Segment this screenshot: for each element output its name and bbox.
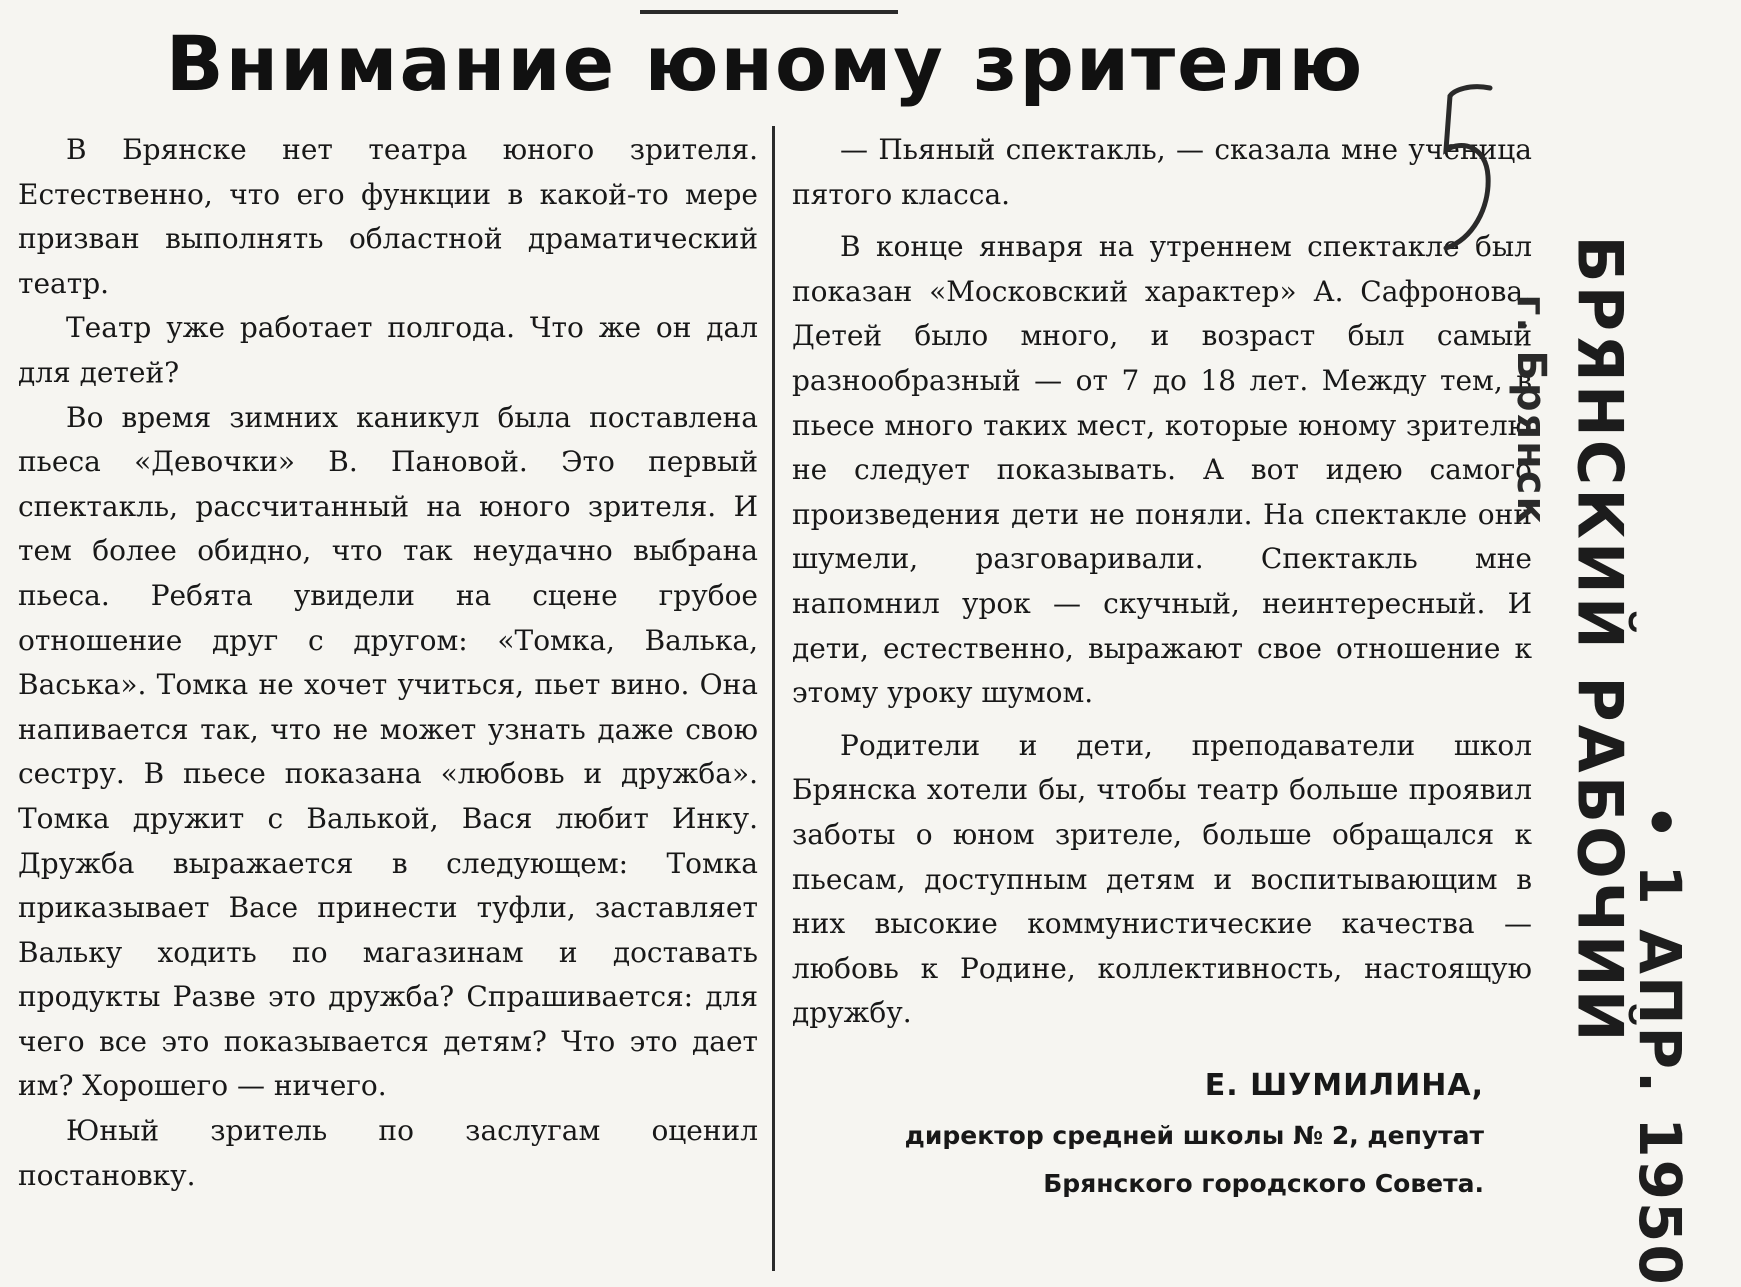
stamp-newspaper-title: БРЯНСКИЙ РАБОЧИЙ bbox=[1563, 235, 1637, 1045]
stamp-city: г. Брянск bbox=[1508, 294, 1554, 526]
author-name: Е. ШУМИЛИНА, bbox=[1204, 1067, 1484, 1103]
right-column bbox=[792, 128, 1532, 1208]
paragraph: В конце января на утреннем спектакле был показан «Московский характер» А. Сафронова. Детей было много, и возраст был самый разнообразный — от 7 до 18 лет. Между тем, в пьесе много таких мест, которые юному зрителю не следует показывать. А вот идею самого произведения дети не поняли. На спектакле они шумели, разговаривали. Спектакль мне напомнил урок — скучный, неинтересный. И дети, естественно, выражают свое отношение к этому уроку шумом. bbox=[792, 230, 1532, 710]
paragraph-gap bbox=[792, 716, 1532, 724]
paragraph-gap bbox=[792, 217, 1532, 225]
paragraph: Родители и дети, преподаватели школ Брянска хотели бы, чтобы театр больше проявил заботы о юном зрителе, больше обращался к пьесам, доступным детям и воспитывающим в них высокие коммунистические качества — любовь к Родине, коллективность, настоящую дружбу. bbox=[792, 728, 1532, 1030]
paragraph: Театр уже работает полгода. Что же он дал для детей? bbox=[18, 311, 758, 389]
column-divider bbox=[772, 126, 775, 1271]
article-headline: Внимание юному зрителю bbox=[165, 19, 1365, 108]
paragraph: Юный зритель по заслугам оценил постановку. bbox=[18, 1114, 758, 1192]
author-title bbox=[792, 1112, 1532, 1208]
top-rule bbox=[640, 10, 898, 14]
author-title-line: директор средней школы № 2, депутат bbox=[904, 1121, 1484, 1151]
paragraph: — Пьяный спектакль, — сказала мне ученица пятого класса. bbox=[792, 133, 1532, 211]
paragraph: В Брянске нет театра юного зрителя. Естественно, что его функции в какой-то мере призван выполнять областной драматический театр. bbox=[18, 133, 758, 300]
paragraph: Во время зимних каникул была поставлена пьеса «Девочки» В. Пановой. Это первый спектакль, рассчитанный на юного зрителя. И тем более обидно, что так неудачно выбрана пьеса. Ребята увидели на сцене грубое отношение друг с другом: «Томка, Валька, Васька». Томка не хочет учиться, пьет вино. Она напивается так, что не может узнать даже свою сестру. В пьесе показана «любовь и дружба». Томка дружит с Валькой, Вася любит Инку. Дружба выражается в следующем: Томка приказывает Васе принести туфли, заставляет Вальку ходить по магазинам и доставать продукты Разве это дружба? Спрашивается: для чего все это показывается детям? Что это дает им? Хорошего — ничего. bbox=[18, 400, 758, 1103]
handwritten-mark-icon bbox=[1440, 80, 1500, 255]
stamp-date: • 1 АПР. 1950 bbox=[1626, 803, 1694, 1287]
left-column bbox=[18, 128, 758, 1198]
author-title-line: Брянского городского Совета. bbox=[1043, 1169, 1484, 1199]
